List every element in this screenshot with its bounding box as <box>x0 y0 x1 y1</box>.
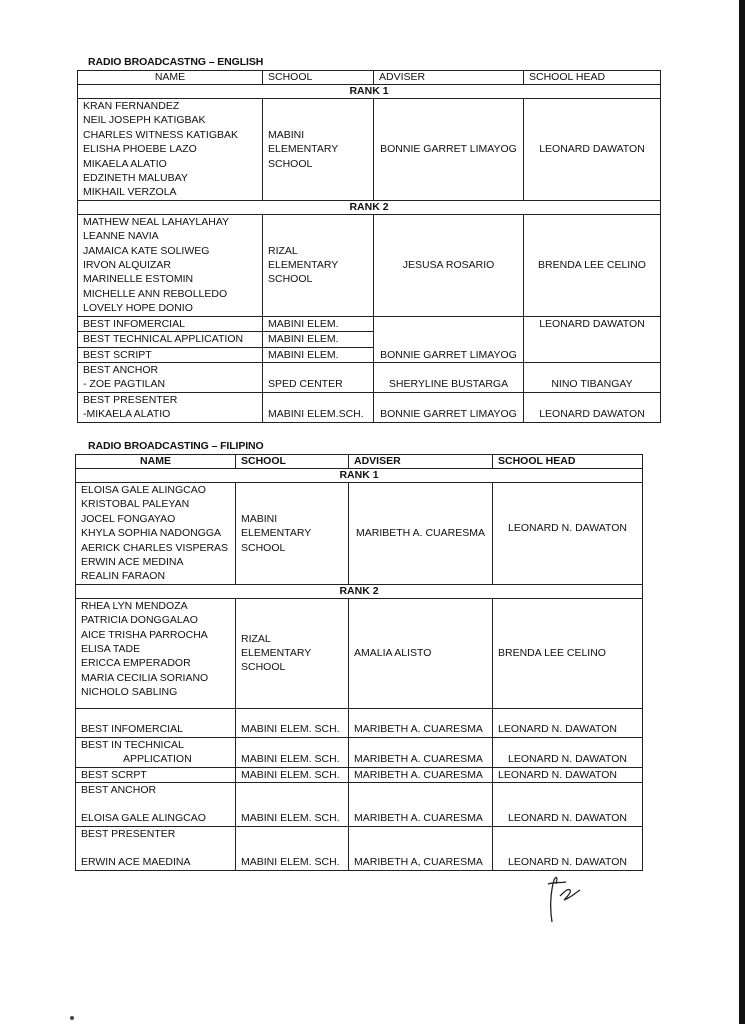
list-item: LEANNE NAVIA <box>83 230 159 243</box>
school-line: ELEMENTARY <box>241 527 312 540</box>
english-table <box>77 70 661 423</box>
award-winner: - ZOE PAGTILAN <box>83 378 166 391</box>
list-item: ELOISA GALE ALINGCAO <box>81 484 206 496</box>
list-item: MARIA CECILIA SORIANO <box>81 671 209 684</box>
school-line: ELEMENTARY <box>268 259 339 272</box>
english-rank1-label: RANK 1 <box>78 85 661 99</box>
award-name: BEST INFOMERCIAL <box>78 316 263 331</box>
list-item: RHEA LYN MENDOZA <box>81 599 188 612</box>
award-adviser: SHERYLINE BUSTARGA <box>374 362 524 392</box>
english-rank2-names <box>78 214 263 316</box>
english-header-school-head: SCHOOL HEAD <box>524 71 661 85</box>
list-item: KHYLA SOPHIA NADONGGA <box>81 527 222 540</box>
english-rank2-row <box>78 214 661 316</box>
award-name <box>76 737 236 767</box>
award-adviser: MARIBETH A, CUARESMA <box>349 826 493 870</box>
list-item: MIKAELA ALATIO <box>83 157 167 170</box>
award-school-head: LEONARD N. DAWATON <box>493 826 643 870</box>
award-school: MABINI ELEM. SCH. <box>236 708 349 737</box>
award-school-head: LEONARD N. DAWATON <box>493 767 643 782</box>
english-rank2-school <box>263 214 374 316</box>
english-award-group-school-head: LEONARD DAWATON <box>524 316 661 362</box>
award-school-head: LEONARD N. DAWATON <box>493 708 643 737</box>
award-name: BEST TECHNICAL APPLICATION <box>78 332 263 347</box>
filipino-rank1-adviser: MARIBETH A. CUARESMA <box>349 483 493 585</box>
handwritten-initials <box>540 870 600 930</box>
award-title: APPLICATION <box>123 753 192 766</box>
award-name: BEST SCRPT <box>76 767 236 782</box>
filipino-rank2-school <box>236 598 349 708</box>
list-item: NEIL JOSEPH KATIGBAK <box>83 114 206 127</box>
award-school: MABINI ELEM. <box>263 347 374 362</box>
english-rank1-school <box>263 99 374 201</box>
list-item: EDZINETH MALUBAY <box>83 172 188 185</box>
filipino-rank2-names <box>76 598 236 708</box>
list-item: MIKHAIL VERZOLA <box>83 186 177 199</box>
list-item: ERWIN ACE MEDINA <box>81 556 184 569</box>
english-rank1-names <box>78 99 263 201</box>
english-section-title: RADIO BROADCASTNG – ENGLISH <box>88 56 264 68</box>
award-winner: ELOISA GALE ALINGCAO <box>81 812 206 825</box>
english-award-infomercial <box>78 316 661 331</box>
school-line: ELEMENTARY <box>268 143 339 156</box>
award-name <box>76 826 236 870</box>
award-school: MABINI ELEM. <box>263 316 374 331</box>
award-adviser: MARIBETH A. CUARESMA <box>349 708 493 737</box>
award-school-head: LEONARD N. DAWATON <box>493 737 643 767</box>
school-line: RIZAL <box>268 244 298 257</box>
english-rank2-adviser: JESUSA ROSARIO <box>374 214 524 316</box>
award-school-head: LEONARD N. DAWATON <box>493 782 643 826</box>
english-header-name: NAME <box>78 71 263 85</box>
list-item: JAMAICA KATE SOLIWEG <box>83 244 210 257</box>
list-item: LOVELY HOPE DONIO <box>83 302 193 315</box>
english-award-presenter <box>78 392 661 422</box>
school-line: SCHOOL <box>268 157 313 170</box>
filipino-award-presenter <box>76 826 643 870</box>
filipino-header-adviser: ADVISER <box>349 455 493 469</box>
filipino-rank1-school-head: LEONARD N. DAWATON <box>493 483 643 585</box>
school-line: MABINI <box>241 512 278 525</box>
award-title: BEST PRESENTER <box>81 827 176 840</box>
award-school: MABINI ELEM. SCH. <box>236 737 349 767</box>
filipino-table <box>75 454 643 871</box>
list-item: AICE TRISHA PARROCHA <box>81 628 208 641</box>
award-adviser: MARIBETH A. CUARESMA <box>349 737 493 767</box>
english-rank1-row <box>78 99 661 201</box>
filipino-rank1-school <box>236 483 349 585</box>
english-rank2-school-head: BRENDA LEE CELINO <box>524 214 661 316</box>
list-item: MARINELLE ESTOMIN <box>83 273 194 286</box>
filipino-rank2-school-head: BRENDA LEE CELINO <box>493 598 643 708</box>
list-item: NICHOLO SABLING <box>81 686 178 699</box>
english-header-school: SCHOOL <box>263 71 374 85</box>
filipino-header-name: NAME <box>76 455 236 469</box>
english-header-adviser: ADVISER <box>374 71 524 85</box>
award-school: MABINI ELEM. SCH. <box>236 782 349 826</box>
award-name <box>76 782 236 826</box>
filipino-header-school: SCHOOL <box>236 455 349 469</box>
filipino-rank1-row <box>76 483 643 585</box>
list-item: PATRICIA DONGGALAO <box>81 614 198 627</box>
award-school: SPED CENTER <box>263 362 374 392</box>
award-school: MABINI ELEM. SCH. <box>236 826 349 870</box>
school-line: ELEMENTARY <box>241 647 312 660</box>
filipino-rank2-label: RANK 2 <box>76 584 643 598</box>
english-award-group-adviser: BONNIE GARRET LIMAYOG <box>374 316 524 362</box>
filipino-rank2-row <box>76 598 643 708</box>
award-name <box>78 362 263 392</box>
filipino-award-infomercial <box>76 708 643 737</box>
award-title: BEST ANCHOR <box>81 783 157 796</box>
scan-edge <box>739 0 745 1024</box>
award-name <box>78 392 263 422</box>
award-name: BEST SCRIPT <box>78 347 263 362</box>
list-item: CHARLES WITNESS KATIGBAK <box>83 128 239 141</box>
english-rank2-label: RANK 2 <box>78 200 661 214</box>
award-title: BEST ANCHOR <box>83 363 159 376</box>
award-school-head: LEONARD DAWATON <box>524 392 661 422</box>
award-adviser: BONNIE GARRET LIMAYOG <box>374 392 524 422</box>
filipino-award-anchor <box>76 782 643 826</box>
scan-speck <box>70 1016 74 1020</box>
award-name: BEST INFOMERCIAL <box>76 708 236 737</box>
list-item: IRVON ALQUIZAR <box>83 259 171 272</box>
list-item: ERICCA EMPERADOR <box>81 657 191 670</box>
english-rank1-adviser: BONNIE GARRET LIMAYOG <box>374 99 524 201</box>
school-line: SCHOOL <box>241 661 286 674</box>
filipino-award-technical <box>76 737 643 767</box>
english-rank1-school-head: LEONARD DAWATON <box>524 99 661 201</box>
filipino-rank2-adviser: AMALIA ALISTO <box>349 598 493 708</box>
school-line: SCHOOL <box>268 273 313 286</box>
award-school-head: NINO TIBANGAY <box>524 362 661 392</box>
award-winner: -MIKAELA ALATIO <box>83 408 171 421</box>
award-school: MABINI ELEM. SCH. <box>236 767 349 782</box>
list-item: KRISTOBAL PALEYAN <box>81 498 190 511</box>
list-item: MICHELLE ANN REBOLLEDO <box>83 287 228 300</box>
filipino-header-school-head: SCHOOL HEAD <box>493 455 643 469</box>
filipino-award-script <box>76 767 643 782</box>
award-school: MABINI ELEM.SCH. <box>263 392 374 422</box>
english-award-anchor <box>78 362 661 392</box>
award-school: MABINI ELEM. <box>263 332 374 347</box>
list-item: JOCEL FONGAYAO <box>81 512 176 525</box>
filipino-section-title: RADIO BROADCASTING – FILIPINO <box>88 440 264 452</box>
list-item: ELISA TADE <box>81 643 141 656</box>
award-title: BEST PRESENTER <box>83 393 178 406</box>
award-adviser: MARIBETH A. CUARESMA <box>349 782 493 826</box>
award-title: BEST IN TECHNICAL <box>81 738 184 751</box>
list-item: ELISHA PHOEBE LAZO <box>83 143 197 156</box>
list-item: AERICK CHARLES VISPERAS <box>81 541 229 554</box>
award-winner: ERWIN ACE MAEDINA <box>81 856 191 869</box>
list-item: REALIN FARAON <box>81 570 166 583</box>
filipino-header-row <box>76 455 643 469</box>
school-line: MABINI <box>268 128 305 141</box>
english-header-row <box>78 71 661 85</box>
school-line: RIZAL <box>241 632 271 645</box>
filipino-rank1-names <box>76 483 236 585</box>
list-item: KRAN FERNANDEZ <box>83 100 180 112</box>
school-line: SCHOOL <box>241 541 286 554</box>
filipino-rank1-label: RANK 1 <box>76 469 643 483</box>
list-item: MATHEW NEAL LAHAYLAHAY <box>83 215 230 228</box>
award-adviser: MARIBETH A. CUARESMA <box>349 767 493 782</box>
